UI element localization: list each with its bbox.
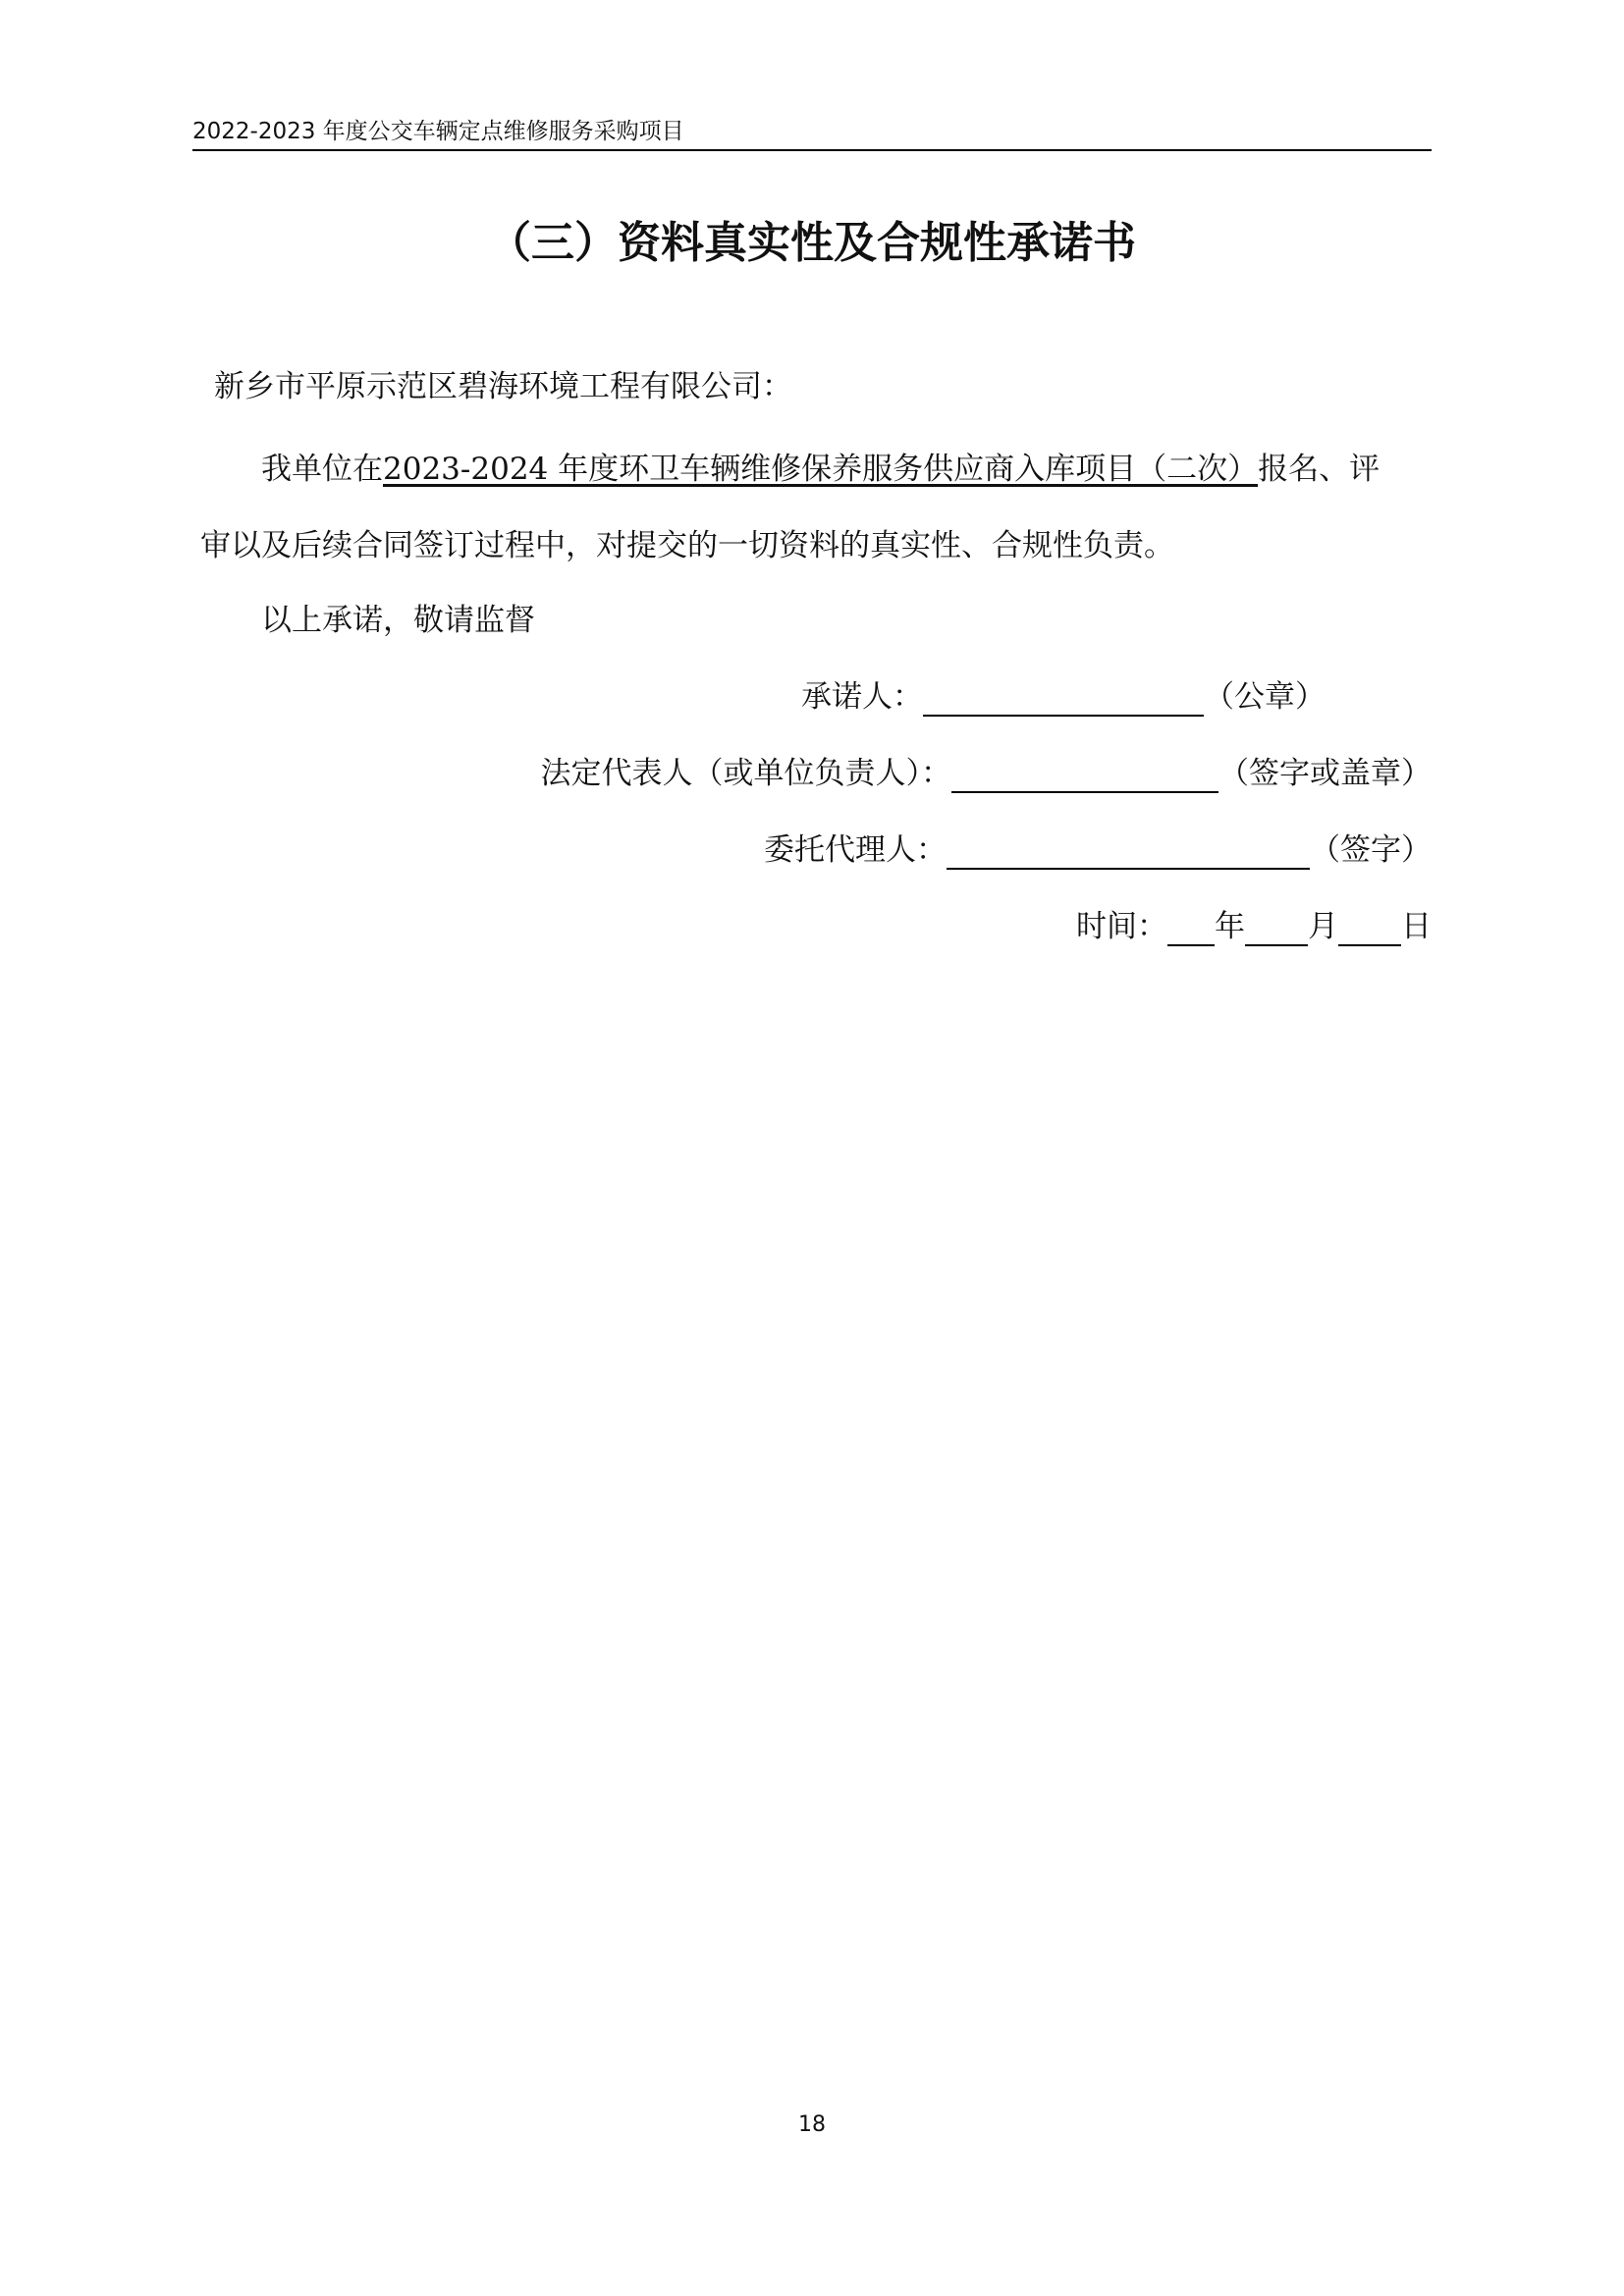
closing-line: 以上承诺，敬请监督	[261, 603, 535, 638]
commitment-paragraph-line2: 审以及后续合同签订过程中，对提交的一切资料的真实性、合规性负责。	[200, 528, 1174, 563]
legal-rep-row	[541, 754, 1433, 793]
promisor-blank[interactable]	[923, 683, 1204, 717]
agent-label: 委托代理人：	[764, 832, 947, 868]
promisor-row	[801, 677, 1326, 717]
page-header	[192, 118, 1432, 151]
year-label: 年	[1215, 909, 1245, 944]
addressee: 新乡市平原示范区碧海环境工程有限公司：	[214, 369, 792, 404]
document-title: （三）资料真实性及合规性承诺书	[488, 218, 1136, 268]
date-label: 时间：	[1076, 909, 1167, 944]
month-blank[interactable]	[1245, 913, 1308, 946]
page-number: 18	[798, 2112, 826, 2137]
legal-rep-note: （签字或盖章）	[1218, 756, 1432, 791]
promisor-note: （公章）	[1204, 679, 1326, 715]
day-blank[interactable]	[1338, 913, 1401, 946]
legal-rep-blank[interactable]	[951, 760, 1218, 793]
para1-suffix: 报名、评	[1258, 452, 1380, 487]
para1-prefix: 我单位在	[261, 452, 383, 487]
promisor-label: 承诺人：	[801, 679, 923, 715]
agent-row	[764, 830, 1432, 870]
agent-blank[interactable]	[947, 836, 1310, 870]
year-blank[interactable]	[1167, 913, 1215, 946]
commitment-paragraph-line1	[261, 450, 1380, 489]
date-row	[1076, 907, 1432, 946]
header-text: 2022-2023 年度公交车辆定点维修服务采购项目	[192, 119, 684, 144]
day-label: 日	[1401, 909, 1432, 944]
project-name: 2023-2024 年度环卫车辆维修保养服务供应商入库项目（二次）	[383, 452, 1259, 487]
legal-rep-label: 法定代表人（或单位负责人）：	[540, 756, 951, 791]
agent-note: （签字）	[1310, 832, 1432, 868]
month-label: 月	[1308, 909, 1338, 944]
